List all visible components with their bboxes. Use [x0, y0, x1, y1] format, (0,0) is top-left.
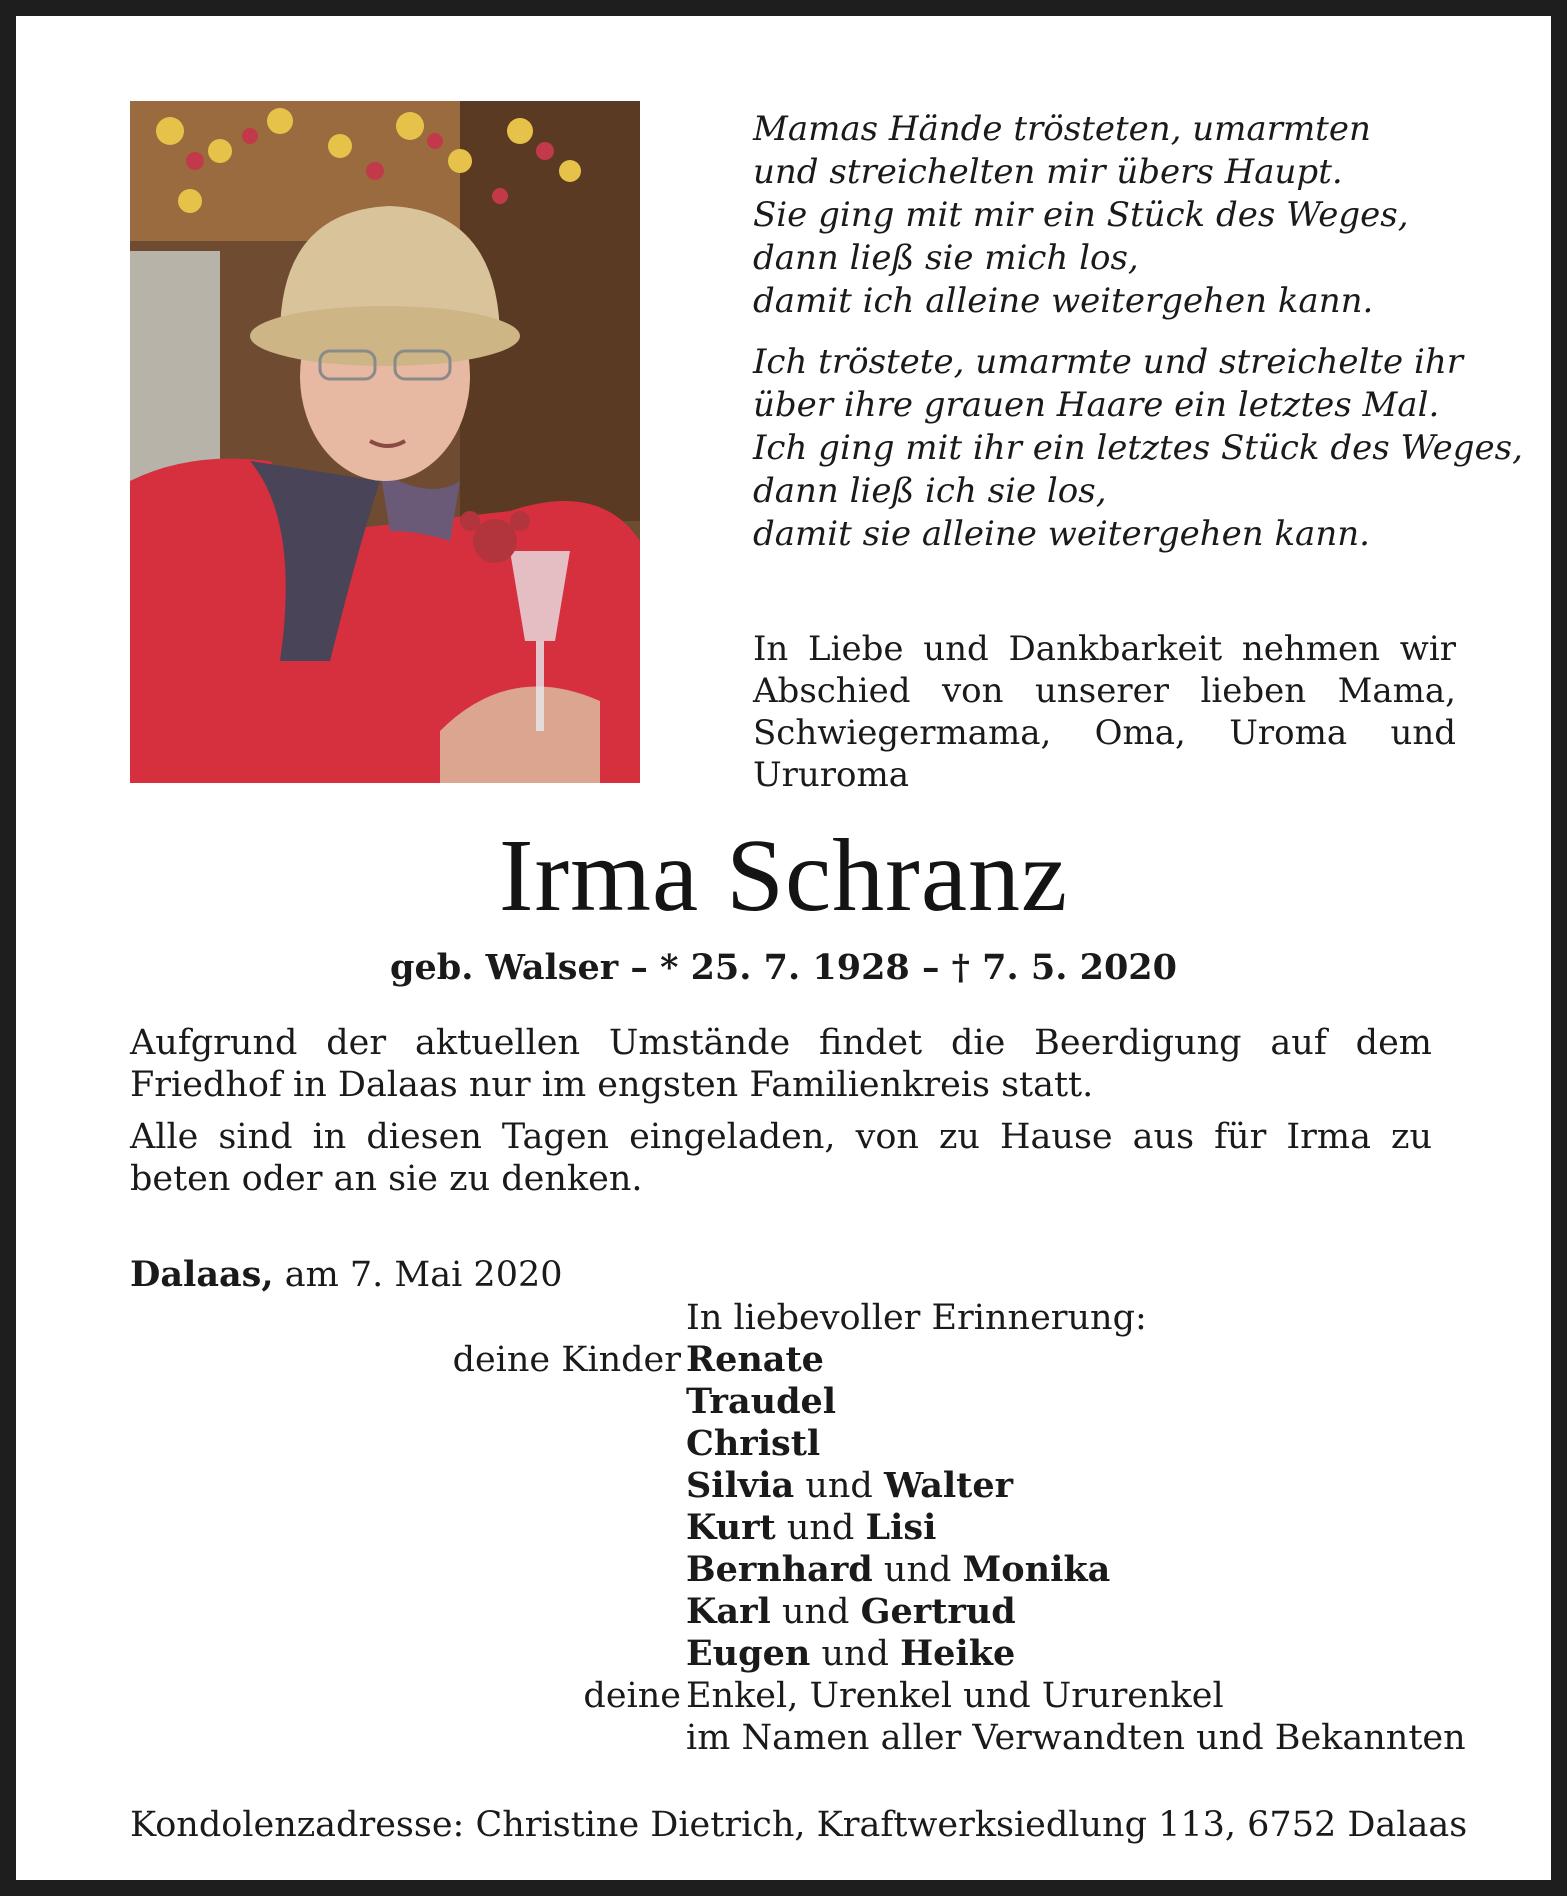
condolence-address: Kondolenzadresse: Christine Dietrich, Kraftwerksiedlung 113, 6752 Dalaas: [130, 1805, 1468, 1845]
funeral-notice: [130, 1022, 1432, 1210]
family-intro: In liebevoller Erinnerung:: [686, 1298, 1147, 1338]
portrait-illustration: [130, 101, 640, 783]
poem-line: und streichelten mir übers Haupt.: [753, 152, 1343, 192]
grandchildren-row: [16, 1675, 1551, 1717]
family-member: Christl: [686, 1423, 821, 1464]
conjunction: und: [810, 1634, 901, 1674]
obituary-page: [16, 16, 1551, 1880]
poem-line: Sie ging mit mir ein Stück des Weges,: [753, 195, 1409, 235]
funeral-paragraph: Aufgrund der aktuellen Umstände findet die Beerdigung auf dem Friedhof in Dalaas nur im engsten Familienkreis statt.: [130, 1023, 1432, 1105]
poem-stanza-2: [753, 341, 1523, 556]
family-row: [16, 1423, 1551, 1465]
family-row: [16, 1465, 1551, 1507]
family-member-partner: Heike: [900, 1633, 1016, 1674]
family-row: [16, 1339, 1551, 1381]
family-intro-row: [16, 1297, 1551, 1339]
grandchildren: Enkel, Urenkel und Ururenkel: [686, 1676, 1224, 1716]
conjunction: und: [872, 1550, 963, 1590]
family-row: [16, 1381, 1551, 1423]
family-member: Kurt: [686, 1507, 776, 1548]
poem-line: dann ließ ich sie los,: [753, 471, 1107, 511]
poem-line: Ich ging mit ihr ein letztes Stück des Weges,: [753, 428, 1523, 468]
family-member: Renate: [686, 1339, 824, 1380]
poem-line: damit ich alleine weitergehen kann.: [753, 281, 1374, 321]
family-row: [16, 1591, 1551, 1633]
place-date: [130, 1254, 563, 1296]
family-member: Traudel: [686, 1381, 837, 1422]
portrait-photo: [130, 101, 640, 783]
poem-line: Mamas Hände trösteten, umarmten: [753, 109, 1371, 149]
grandchildren-label: deine: [583, 1676, 681, 1716]
relatives-row: [16, 1717, 1551, 1759]
family-member-partner: Monika: [962, 1549, 1111, 1590]
family-member-partner: Gertrud: [860, 1591, 1016, 1632]
poem-line: dann ließ sie mich los,: [753, 238, 1139, 278]
family-row: [16, 1507, 1551, 1549]
birth-death-dates: geb. Walser – * 25. 7. 1928 – † 7. 5. 2020: [389, 947, 1178, 988]
family-row: [16, 1633, 1551, 1675]
family-member: Eugen: [686, 1633, 811, 1674]
farewell-text: In Liebe und Dankbarkeit nehmen wir Abschied von unserer lieben Mama, Schwiegermama, Oma, Uroma und Ururoma: [753, 629, 1456, 795]
deceased-name: Irma Schranz: [498, 818, 1069, 933]
family-list: [16, 1297, 1551, 1759]
date: am 7. Mai 2020: [273, 1255, 563, 1295]
poem-stanza-1: [753, 108, 1493, 323]
poem-line: Ich tröstete, umarmte und streichelte ihr: [753, 342, 1463, 382]
relatives: im Namen aller Verwandten und Bekannten: [686, 1718, 1466, 1758]
place: Dalaas,: [130, 1254, 274, 1295]
family-member: Bernhard: [686, 1549, 873, 1590]
family-member-partner: Walter: [883, 1465, 1014, 1506]
poem-line: über ihre grauen Haare ein letztes Mal.: [753, 385, 1440, 425]
conjunction: und: [770, 1592, 861, 1632]
family-member: Silvia: [686, 1465, 795, 1506]
children-label: deine Kinder: [452, 1340, 681, 1380]
family-member: Karl: [686, 1591, 771, 1632]
conjunction: und: [794, 1466, 884, 1506]
poem: [753, 108, 1523, 574]
conjunction: und: [775, 1508, 866, 1548]
remembrance-paragraph: Alle sind in diesen Tagen eingeladen, von zu Hause aus für Irma zu beten oder an sie zu denken.: [130, 1117, 1432, 1199]
poem-line: damit sie alleine weitergehen kann.: [753, 514, 1370, 554]
family-member-partner: Lisi: [865, 1507, 937, 1548]
family-row: [16, 1549, 1551, 1591]
